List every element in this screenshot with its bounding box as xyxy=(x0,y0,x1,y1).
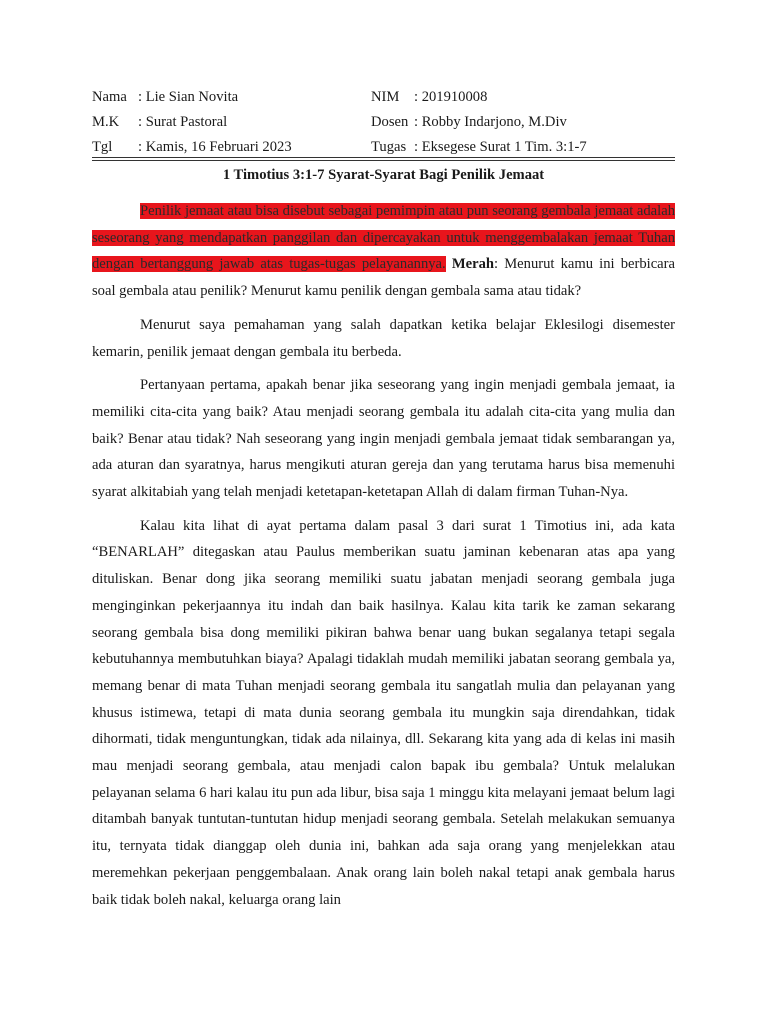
paragraph-4: Kalau kita lihat di ayat pertama dalam pasal 3 dari surat 1 Timotius ini, ada kata “BENARLAH” ditegaskan atau Paulus memberikan suatu jaminan kebenaran atas apa yang dituliskan. Benar dong jika seorang memiliki suatu jabatan menjadi seorang gembala juga menginginkan pekerjaannya itu indah dan baik hasilnya. Kalau kita tarik ke zaman sekarang seorang gembala bisa dong memiliki pikiran bahwa benar uang bukan segalanya tetapi segala kebutuhannya membutuhkan biaya? Apalagi tidaklah mudah memiliki jabatan seorang gembala ya, memang benar di mata Tuhan menjadi seorang gembala itu sangatlah mulia dan pelayanan yang khusus istimewa, tetapi di mata dunia seorang gembala itu mungkin saja direndahkan, tidak dihormati, tidak menguntungkan, tidak ada nilainya, dll. Sekarang kita yang ada di kelas ini masih mau menjadi seorang gembala, atau menjadi calon bapak ibu gembala? Untuk melalukan pelayanan selama 6 hari kalau itu pun ada libur, bisa saja 1 minggu kita melayani jemaat belum lagi ditambah banyak tuntutan-tuntutan hidup menjadi seorang gembala. Setelah melakukan semuanya itu, ternyata tidak dianggap oleh dunia ini, bahkan ada saja orang yang menjelekkan atau meremehkan pekerjaan penggembalaan. Anak orang lain boleh nakal tetapi anak gembala harus baik tidak boleh nakal, keluarga orang lain xyxy=(92,517,675,908)
header-rule-top xyxy=(92,157,675,158)
highlight-label: Merah xyxy=(451,256,494,273)
course-value: : Surat Pastoral xyxy=(138,114,228,130)
nim-value: : 201910008 xyxy=(414,89,488,105)
lecturer-label: Dosen xyxy=(371,114,409,130)
paragraph-1-question: : Menurut kamu ini berbicara soal gembala atau penilik? Menurut kamu penilik dengan gembala sama atau tidak? xyxy=(92,256,675,300)
date-label: Tgl xyxy=(92,139,113,155)
name-value: : Lie Sian Novita xyxy=(138,89,239,105)
task-value: : Eksegese Surat 1 Tim. 3:1-7 xyxy=(414,139,587,155)
paragraph-2: Menurut saya pemahaman yang salah dapatkan ketika belajar Eklesilogi disemester kemarin, penilik jemaat dengan gembala itu berbeda. xyxy=(92,316,675,360)
document-title: 1 Timotius 3:1-7 Syarat-Syarat Bagi Penilik Jemaat xyxy=(222,167,545,183)
highlighted-text: Penilik jemaat atau bisa disebut sebagai pemimpin atau pun seorang gembala jemaat adalah seseorang yang mendapatkan panggilan dan dipercayakan untuk menggembalakan jemaat Tuhan dengan bertanggung jawab atas tugas-tugas pelayanannya. xyxy=(92,203,675,273)
name-label: Nama xyxy=(92,89,127,105)
course-label: M.K xyxy=(92,114,120,130)
lecturer-value: : Robby Indarjono, M.Div xyxy=(414,114,567,130)
paragraph-1 xyxy=(92,198,675,305)
header-rule-bottom xyxy=(92,160,675,161)
document-body xyxy=(92,198,675,913)
nim-label: NIM xyxy=(371,89,400,105)
date-value: : Kamis, 16 Februari 2023 xyxy=(138,139,292,155)
paragraph-3: Pertanyaan pertama, apakah benar jika seseorang yang ingin menjadi gembala jemaat, ia memiliki cita-cita yang baik? Atau menjadi seorang gembala itu adalah cita-cita yang mulia dan baik? Benar atau tidak? Nah seseorang yang ingin menjadi gembala jemaat tidak sembarangan ya, ada aturan dan syaratnya, harus mengikuti aturan gereja dan yang terutama harus bisa memenuhi syarat alkitabiah yang telah menjadi ketetapan-ketetapan Allah di dalam firman Tuhan-Nya. xyxy=(92,377,675,501)
task-label: Tugas xyxy=(371,139,407,155)
